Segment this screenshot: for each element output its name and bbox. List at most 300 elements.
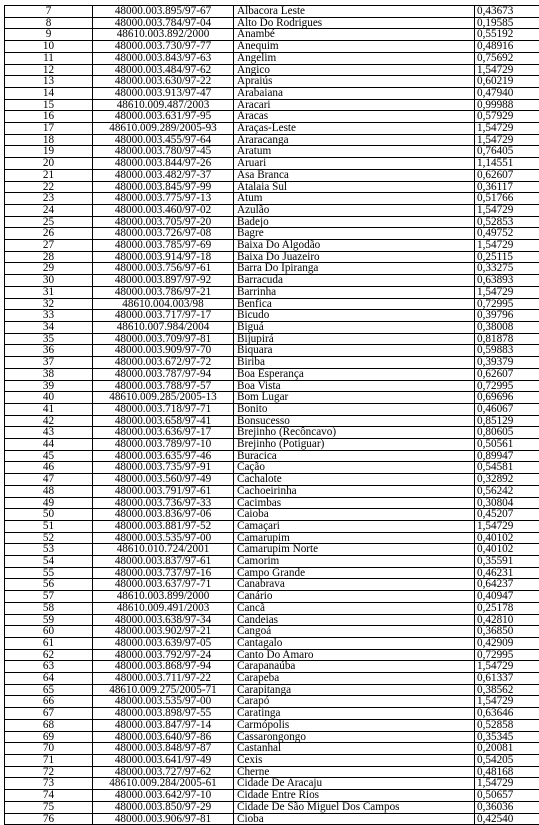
process-code-cell: 48000.003.914/97-18 [93, 251, 234, 263]
value-cell: 0,39379 [475, 357, 539, 369]
value-cell: 0,61337 [475, 673, 539, 685]
table-row [5, 626, 539, 638]
row-number-cell: 76 [5, 813, 93, 825]
value-cell: 0,25115 [475, 251, 539, 263]
field-name-cell: Anambé [234, 29, 475, 41]
field-name-cell: Cação [234, 462, 475, 474]
table-row [5, 286, 539, 298]
value-cell: 0,42810 [475, 614, 539, 626]
table-row [5, 450, 539, 462]
table-row [5, 380, 539, 392]
field-name-cell: Bagre [234, 228, 475, 240]
table-row [5, 719, 539, 731]
row-number-cell: 63 [5, 661, 93, 673]
process-code-cell: 48610.009.487/2003 [93, 99, 234, 111]
process-code-cell: 48000.003.785/97-69 [93, 240, 234, 252]
row-number-cell: 24 [5, 204, 93, 216]
process-code-cell: 48610.010.724/2001 [93, 544, 234, 556]
value-cell: 1,54729 [475, 64, 539, 76]
row-number-cell: 59 [5, 614, 93, 626]
field-name-cell: Baixa Do Algodão [234, 240, 475, 252]
process-code-cell: 48000.003.898/97-55 [93, 708, 234, 720]
field-name-cell: Brejinho (Recôncavo) [234, 427, 475, 439]
table-row [5, 673, 539, 685]
value-cell: 0,60219 [475, 76, 539, 88]
process-code-cell: 48000.003.787/97-94 [93, 368, 234, 380]
row-number-cell: 20 [5, 158, 93, 170]
field-name-cell: Cacimbas [234, 497, 475, 509]
row-number-cell: 61 [5, 637, 93, 649]
process-code-cell: 48000.003.735/97-91 [93, 462, 234, 474]
value-cell: 0,89947 [475, 450, 539, 462]
table-row [5, 29, 539, 41]
row-number-cell: 55 [5, 567, 93, 579]
process-code-cell: 48000.003.881/97-52 [93, 520, 234, 532]
field-name-cell: Candeias [234, 614, 475, 626]
row-number-cell: 47 [5, 474, 93, 486]
field-name-cell: Azulão [234, 204, 475, 216]
process-code-cell: 48000.003.638/97-34 [93, 614, 234, 626]
table-row [5, 99, 539, 111]
table-row [5, 181, 539, 193]
value-cell: 0,55192 [475, 29, 539, 41]
row-number-cell: 23 [5, 193, 93, 205]
value-cell: 0,36036 [475, 801, 539, 813]
process-code-cell: 48000.003.736/97-33 [93, 497, 234, 509]
value-cell: 0,80605 [475, 427, 539, 439]
process-code-cell: 48000.003.789/97-10 [93, 439, 234, 451]
field-name-cell: Atalaia Sul [234, 181, 475, 193]
row-number-cell: 39 [5, 380, 93, 392]
table-row [5, 134, 539, 146]
table-row [5, 321, 539, 333]
table-row [5, 766, 539, 778]
field-name-cell: Cachalote [234, 474, 475, 486]
value-cell: 0,46067 [475, 403, 539, 415]
table-row [5, 427, 539, 439]
process-code-cell: 48000.003.780/97-45 [93, 146, 234, 158]
value-cell: 0,75692 [475, 52, 539, 64]
row-number-cell: 31 [5, 286, 93, 298]
value-cell: 0,42909 [475, 637, 539, 649]
process-code-cell: 48610.007.984/2004 [93, 321, 234, 333]
process-code-cell: 48610.003.899/2000 [93, 591, 234, 603]
row-number-cell: 54 [5, 556, 93, 568]
row-number-cell: 8 [5, 17, 93, 29]
value-cell: 0,43673 [475, 6, 539, 18]
field-name-cell: Biquara [234, 345, 475, 357]
row-number-cell: 26 [5, 228, 93, 240]
table-row [5, 439, 539, 451]
process-code-cell: 48000.003.631/97-95 [93, 111, 234, 123]
table-row [5, 17, 539, 29]
field-name-cell: Carmópolis [234, 719, 475, 731]
value-cell: 1,54729 [475, 123, 539, 135]
value-cell: 0,63893 [475, 275, 539, 287]
row-number-cell: 49 [5, 497, 93, 509]
field-name-cell: Alto Do Rodrigues [234, 17, 475, 29]
table-body [5, 6, 539, 825]
table-row [5, 76, 539, 88]
field-name-cell: Cassarongongo [234, 731, 475, 743]
value-cell: 0,45207 [475, 509, 539, 521]
process-code-cell: 48000.003.639/97-05 [93, 637, 234, 649]
process-code-cell: 48000.003.906/97-81 [93, 813, 234, 825]
row-number-cell: 18 [5, 134, 93, 146]
table-row [5, 275, 539, 287]
table-row [5, 240, 539, 252]
field-name-cell: Aruari [234, 158, 475, 170]
process-code-cell: 48000.003.913/97-47 [93, 87, 234, 99]
table-row [5, 813, 539, 825]
table-row [5, 415, 539, 427]
process-code-cell: 48000.003.791/97-61 [93, 485, 234, 497]
table-row [5, 614, 539, 626]
process-code-cell: 48610.004.003/98 [93, 298, 234, 310]
row-number-cell: 71 [5, 755, 93, 767]
field-name-cell: Benfica [234, 298, 475, 310]
process-code-cell: 48000.003.535/97-00 [93, 532, 234, 544]
row-number-cell: 69 [5, 731, 93, 743]
table-row [5, 169, 539, 181]
table-row [5, 637, 539, 649]
field-name-cell: Carapitanga [234, 684, 475, 696]
value-cell: 0,47940 [475, 87, 539, 99]
row-number-cell: 46 [5, 462, 93, 474]
value-cell: 0,30804 [475, 497, 539, 509]
process-code-cell: 48000.003.482/97-37 [93, 169, 234, 181]
row-number-cell: 57 [5, 591, 93, 603]
table-row [5, 801, 539, 813]
field-name-cell: Camaçari [234, 520, 475, 532]
table-row [5, 778, 539, 790]
field-name-cell: Anequim [234, 41, 475, 53]
table-row [5, 111, 539, 123]
value-cell: 0,25178 [475, 602, 539, 614]
table-row [5, 731, 539, 743]
table-row [5, 497, 539, 509]
field-name-cell: Bonsucesso [234, 415, 475, 427]
row-number-cell: 17 [5, 123, 93, 135]
table-row [5, 87, 539, 99]
process-code-cell: 48000.003.788/97-57 [93, 380, 234, 392]
process-code-cell: 48000.003.641/97-49 [93, 755, 234, 767]
process-code-cell: 48000.003.786/97-21 [93, 286, 234, 298]
process-code-cell: 48000.003.895/97-67 [93, 6, 234, 18]
field-name-cell: Cangoá [234, 626, 475, 638]
row-number-cell: 41 [5, 403, 93, 415]
process-code-cell: 48000.003.560/97-49 [93, 474, 234, 486]
row-number-cell: 29 [5, 263, 93, 275]
field-name-cell: Cantagalo [234, 637, 475, 649]
row-number-cell: 58 [5, 602, 93, 614]
field-name-cell: Cherne [234, 766, 475, 778]
field-name-cell: Caioba [234, 509, 475, 521]
field-name-cell: Araças-Leste [234, 123, 475, 135]
field-name-cell: Carapeba [234, 673, 475, 685]
process-code-cell: 48000.003.909/97-70 [93, 345, 234, 357]
field-name-cell: Buracica [234, 450, 475, 462]
table-row [5, 696, 539, 708]
value-cell: 1,54729 [475, 204, 539, 216]
value-cell: 0,81878 [475, 333, 539, 345]
field-name-cell: Baixa Do Juazeiro [234, 251, 475, 263]
row-number-cell: 70 [5, 743, 93, 755]
process-code-cell: 48000.003.792/97-24 [93, 649, 234, 661]
value-cell: 0,69696 [475, 392, 539, 404]
field-name-cell: Barra Do Ipiranga [234, 263, 475, 275]
table-row [5, 520, 539, 532]
row-number-cell: 13 [5, 76, 93, 88]
table-row [5, 345, 539, 357]
field-name-cell: Araracanga [234, 134, 475, 146]
value-cell: 0,54205 [475, 755, 539, 767]
process-code-cell: 48000.003.672/97-72 [93, 357, 234, 369]
table-row [5, 591, 539, 603]
value-cell: 1,54729 [475, 520, 539, 532]
field-name-cell: Cancã [234, 602, 475, 614]
value-cell: 0,57929 [475, 111, 539, 123]
field-name-cell: Cioba [234, 813, 475, 825]
value-cell: 0,40947 [475, 591, 539, 603]
field-name-cell: Biguá [234, 321, 475, 333]
table-row [5, 204, 539, 216]
field-name-cell: Campo Grande [234, 567, 475, 579]
process-code-cell: 48000.003.658/97-41 [93, 415, 234, 427]
value-cell: 1,54729 [475, 661, 539, 673]
value-cell: 0,49752 [475, 228, 539, 240]
value-cell: 0,40102 [475, 544, 539, 556]
value-cell: 0,33275 [475, 263, 539, 275]
row-number-cell: 25 [5, 216, 93, 228]
row-number-cell: 27 [5, 240, 93, 252]
row-number-cell: 45 [5, 450, 93, 462]
table-row [5, 532, 539, 544]
process-code-cell: 48000.003.484/97-62 [93, 64, 234, 76]
table-row [5, 556, 539, 568]
row-number-cell: 60 [5, 626, 93, 638]
row-number-cell: 64 [5, 673, 93, 685]
field-name-cell: Apraiús [234, 76, 475, 88]
table-row [5, 509, 539, 521]
row-number-cell: 12 [5, 64, 93, 76]
value-cell: 0,35345 [475, 731, 539, 743]
field-name-cell: Barrinha [234, 286, 475, 298]
row-number-cell: 73 [5, 778, 93, 790]
table-row [5, 310, 539, 322]
table-row [5, 392, 539, 404]
process-code-cell: 48000.003.640/97-86 [93, 731, 234, 743]
field-name-cell: Castanhal [234, 743, 475, 755]
table-row [5, 64, 539, 76]
row-number-cell: 10 [5, 41, 93, 53]
row-number-cell: 66 [5, 696, 93, 708]
process-code-cell: 48000.003.850/97-29 [93, 801, 234, 813]
field-name-cell: Arabaiana [234, 87, 475, 99]
value-cell: 0,38562 [475, 684, 539, 696]
process-code-cell: 48000.003.535/97-00 [93, 696, 234, 708]
value-cell: 0,36850 [475, 626, 539, 638]
table-row [5, 52, 539, 64]
process-code-cell: 48000.003.642/97-10 [93, 790, 234, 802]
table-row [5, 193, 539, 205]
value-cell: 0,48168 [475, 766, 539, 778]
value-cell: 0,36117 [475, 181, 539, 193]
value-cell: 0,52853 [475, 216, 539, 228]
row-number-cell: 42 [5, 415, 93, 427]
table-row [5, 333, 539, 345]
process-code-cell: 48000.003.460/97-02 [93, 204, 234, 216]
row-number-cell: 30 [5, 275, 93, 287]
value-cell: 0,64237 [475, 579, 539, 591]
table-row [5, 661, 539, 673]
row-number-cell: 53 [5, 544, 93, 556]
value-cell: 0,19585 [475, 17, 539, 29]
table-row [5, 403, 539, 415]
field-name-cell: Caratinga [234, 708, 475, 720]
field-name-cell: Cachoeirinha [234, 485, 475, 497]
table-row [5, 158, 539, 170]
field-name-cell: Bom Lugar [234, 392, 475, 404]
value-cell: 0,59883 [475, 345, 539, 357]
table-row [5, 755, 539, 767]
row-number-cell: 67 [5, 708, 93, 720]
row-number-cell: 65 [5, 684, 93, 696]
field-name-cell: Angico [234, 64, 475, 76]
field-name-cell: Barracuda [234, 275, 475, 287]
process-code-cell: 48000.003.637/97-71 [93, 579, 234, 591]
value-cell: 0,40102 [475, 532, 539, 544]
process-code-cell: 48000.003.784/97-04 [93, 17, 234, 29]
field-name-cell: Carapó [234, 696, 475, 708]
value-cell: 1,14551 [475, 158, 539, 170]
field-name-cell: Bonito [234, 403, 475, 415]
process-code-cell: 48000.003.756/97-61 [93, 263, 234, 275]
table-row [5, 368, 539, 380]
row-number-cell: 34 [5, 321, 93, 333]
field-name-cell: Atum [234, 193, 475, 205]
value-cell: 0,38008 [475, 321, 539, 333]
table-row [5, 357, 539, 369]
row-number-cell: 68 [5, 719, 93, 731]
row-number-cell: 11 [5, 52, 93, 64]
table-row [5, 474, 539, 486]
row-number-cell: 21 [5, 169, 93, 181]
table-row [5, 790, 539, 802]
table-row [5, 684, 539, 696]
value-cell: 0,50657 [475, 790, 539, 802]
value-cell: 0,62607 [475, 368, 539, 380]
process-code-cell: 48000.003.455/97-64 [93, 134, 234, 146]
process-code-cell: 48000.003.711/97-22 [93, 673, 234, 685]
field-name-cell: Asa Branca [234, 169, 475, 181]
value-cell: 0,42540 [475, 813, 539, 825]
row-number-cell: 35 [5, 333, 93, 345]
value-cell: 0,62607 [475, 169, 539, 181]
value-cell: 1,54729 [475, 134, 539, 146]
table-row [5, 649, 539, 661]
table-row [5, 602, 539, 614]
process-code-cell: 48000.003.636/97-17 [93, 427, 234, 439]
process-code-cell: 48000.003.718/97-71 [93, 403, 234, 415]
field-name-cell: Badejo [234, 216, 475, 228]
process-code-cell: 48610.009.491/2003 [93, 602, 234, 614]
table-row [5, 263, 539, 275]
process-code-cell: 48000.003.737/97-16 [93, 567, 234, 579]
table-row [5, 743, 539, 755]
value-cell: 0,50561 [475, 439, 539, 451]
row-number-cell: 51 [5, 520, 93, 532]
row-number-cell: 62 [5, 649, 93, 661]
process-code-cell: 48610.009.284/2005-61 [93, 778, 234, 790]
value-cell: 0,63646 [475, 708, 539, 720]
field-name-cell: Albacora Leste [234, 6, 475, 18]
field-name-cell: Cexis [234, 755, 475, 767]
field-name-cell: Camarupim Norte [234, 544, 475, 556]
row-number-cell: 7 [5, 6, 93, 18]
row-number-cell: 75 [5, 801, 93, 813]
process-code-cell: 48000.003.717/97-17 [93, 310, 234, 322]
value-cell: 0,72995 [475, 380, 539, 392]
table-row [5, 123, 539, 135]
table-row [5, 228, 539, 240]
row-number-cell: 15 [5, 99, 93, 111]
value-cell: 0,51766 [475, 193, 539, 205]
field-name-cell: Aratum [234, 146, 475, 158]
field-name-cell: Angelim [234, 52, 475, 64]
field-name-cell: Cidade De Aracaju [234, 778, 475, 790]
table-row [5, 216, 539, 228]
process-code-cell: 48000.003.709/97-81 [93, 333, 234, 345]
field-name-cell: Aracari [234, 99, 475, 111]
table-row [5, 708, 539, 720]
value-cell: 0,20081 [475, 743, 539, 755]
process-code-cell: 48000.003.635/97-46 [93, 450, 234, 462]
table-row [5, 579, 539, 591]
row-number-cell: 52 [5, 532, 93, 544]
table-row [5, 41, 539, 53]
table-row [5, 462, 539, 474]
process-code-cell: 48000.003.843/97-63 [93, 52, 234, 64]
row-number-cell: 22 [5, 181, 93, 193]
value-cell: 0,99988 [475, 99, 539, 111]
row-number-cell: 74 [5, 790, 93, 802]
row-number-cell: 37 [5, 357, 93, 369]
value-cell: 0,85129 [475, 415, 539, 427]
process-code-cell: 48000.003.726/97-08 [93, 228, 234, 240]
field-name-cell: Aracas [234, 111, 475, 123]
value-cell: 0,39796 [475, 310, 539, 322]
process-code-cell: 48000.003.836/97-06 [93, 509, 234, 521]
row-number-cell: 50 [5, 509, 93, 521]
field-name-cell: Canto Do Amaro [234, 649, 475, 661]
row-number-cell: 43 [5, 427, 93, 439]
value-cell: 0,35591 [475, 556, 539, 568]
process-code-cell: 48000.003.848/97-87 [93, 743, 234, 755]
table-row [5, 485, 539, 497]
field-name-cell: Canabrava [234, 579, 475, 591]
field-name-cell: Bijupirá [234, 333, 475, 345]
process-code-cell: 48610.009.275/2005-71 [93, 684, 234, 696]
table-row [5, 6, 539, 18]
row-number-cell: 36 [5, 345, 93, 357]
value-cell: 0,72995 [475, 298, 539, 310]
row-number-cell: 14 [5, 87, 93, 99]
value-cell: 1,54729 [475, 240, 539, 252]
process-code-cell: 48000.003.730/97-77 [93, 41, 234, 53]
field-name-cell: Brejinho (Potiguar) [234, 439, 475, 451]
field-name-cell: Biriba [234, 357, 475, 369]
